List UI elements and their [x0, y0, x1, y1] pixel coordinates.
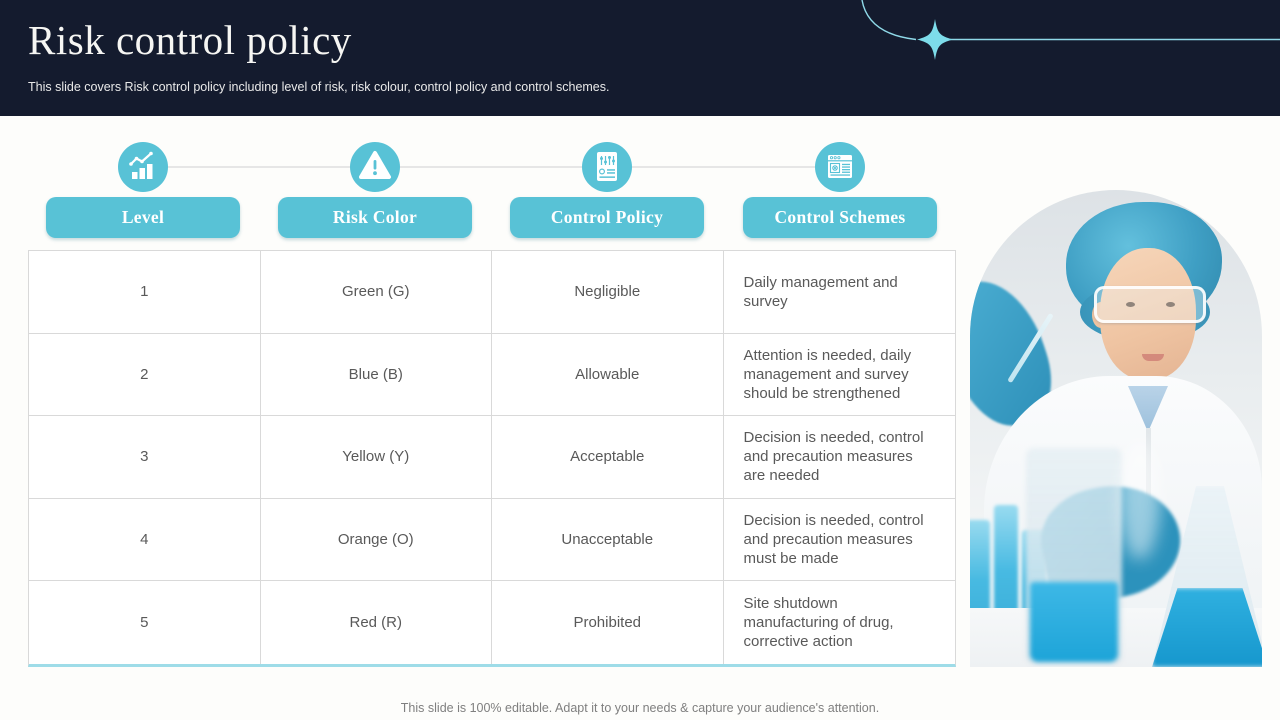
cell-policy-1: Negligible [492, 251, 724, 334]
cell-schemes-text: Decision is needed, control and precaution measures must be made [743, 512, 924, 568]
cell-color-4: Orange (O) [261, 499, 493, 582]
control-policy-icon-circle [582, 142, 632, 192]
glass-glare [1120, 440, 1160, 560]
cell-schemes-text: Daily management and survey [743, 273, 898, 310]
cell-color-1: Green (G) [261, 251, 493, 334]
warning-triangle-icon [350, 142, 400, 192]
browser-list-icon [815, 142, 865, 192]
page-subtitle: This slide covers Risk control policy including level of risk, risk colour, control policy and control schemes. [28, 80, 610, 94]
cell-level-3: 3 [29, 416, 261, 499]
control-schemes-icon-circle [815, 142, 865, 192]
cell-policy-4: Unacceptable [492, 499, 724, 582]
cell-policy-3: Acceptable [492, 416, 724, 499]
mouth [1142, 354, 1164, 361]
cell-schemes-text: Decision is needed, control and precaution measures are needed [743, 429, 924, 485]
cell-schemes-5 [724, 581, 956, 664]
control-schemes-header-button[interactable]: Control Schemes [743, 197, 937, 238]
level-icon-circle [118, 142, 168, 192]
sparkle-decoration [840, 0, 1280, 80]
header-band [0, 0, 1280, 116]
cell-level-1: 1 [29, 251, 261, 334]
cell-schemes-text: Site shutdown manufacturing of drug, corrective action [743, 595, 894, 651]
beaker-liquid [1030, 582, 1118, 662]
cell-policy-2: Allowable [492, 334, 724, 417]
risk-color-icon-circle [350, 142, 400, 192]
bar-chart-icon [118, 142, 168, 192]
cell-schemes-2 [724, 334, 956, 417]
safety-goggles [1094, 286, 1206, 323]
cell-schemes-4 [724, 499, 956, 582]
risk-color-header-button[interactable]: Risk Color [278, 197, 472, 238]
footer-note: This slide is 100% editable. Adapt it to your needs & capture your audience's attention. [400, 701, 880, 715]
icon-connector-line [143, 166, 840, 168]
cell-schemes-1 [724, 251, 956, 334]
curve-line [862, 0, 916, 40]
cell-color-3: Yellow (Y) [261, 416, 493, 499]
cell-level-2: 2 [29, 334, 261, 417]
cell-schemes-text: Attention is needed, daily management and survey should be strengthened [743, 346, 912, 402]
document-settings-icon [582, 142, 632, 192]
control-policy-header-button[interactable]: Control Policy [510, 197, 704, 238]
cell-policy-5: Prohibited [492, 581, 724, 664]
sparkle-star-icon [917, 19, 953, 60]
cell-color-2: Blue (B) [261, 334, 493, 417]
cell-schemes-3 [724, 416, 956, 499]
cell-color-5: Red (R) [261, 581, 493, 664]
cell-level-4: 4 [29, 499, 261, 582]
scientist-photo [970, 190, 1262, 667]
level-header-button[interactable]: Level [46, 197, 240, 238]
page-title: Risk control policy [28, 17, 352, 63]
cell-level-5: 5 [29, 581, 261, 664]
risk-table [28, 250, 956, 667]
